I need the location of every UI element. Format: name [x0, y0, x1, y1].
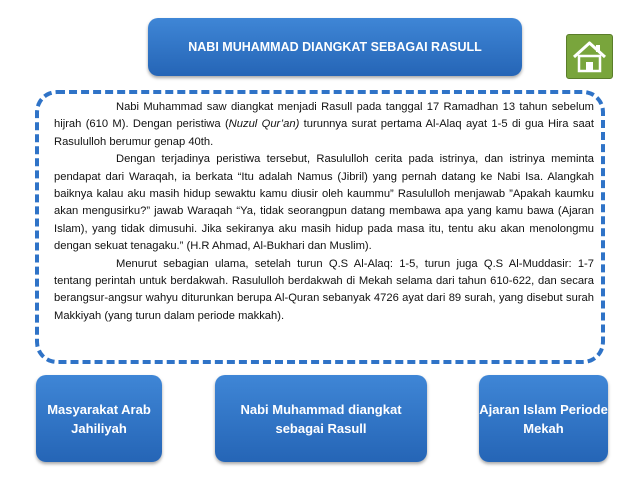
paragraph-1-text: Nabi Muhammad saw diangkat menjadi Rasull pada tanggal 17 Ramadhan 13 tahun sebelum hijrah (610 M). Dengan peristiwa (	[54, 101, 594, 131]
title-button[interactable]	[148, 18, 522, 76]
nav-label: Masyarakat Arab Jahiliyah	[47, 401, 151, 436]
home-button[interactable]	[566, 34, 613, 79]
title-label: NABI MUHAMMAD DIANGKAT SEBAGAI RASULL	[188, 40, 482, 54]
paragraph-1-italic: Nuzul Qur’an)	[228, 118, 300, 131]
content-text	[54, 99, 594, 325]
nav-button-ajaran-islam[interactable]	[479, 375, 608, 462]
paragraph-1-rest: turunnya surat pertama Al-Alaq ayat 1-5 di gua Hira saat Rasululloh berumur genap 40th.	[54, 118, 594, 148]
paragraph-3	[54, 256, 594, 326]
paragraph-2	[54, 151, 594, 255]
paragraph-1	[54, 99, 594, 151]
paragraph-2-text: Dengan terjadinya peristiwa tersebut, Rasululloh cerita pada istrinya, dan istrinya meminta pendapat dari Waraqah, ia berkata “Itu adalah Namus (Jibril) yang pernah datang ke Nabi Isa. Alangkah baiknya kalau aku masih hidup sewaktu kamu diusir oleh kaummu” Rasululloh menjawab ”Apakah kaumku akan mengusirku?” jawab Waraqah “Ya, tidak seorangpun datang membawa apa yang kamu bawa (Ajaran Islam), yang tidak dimusuhi. Jika sekiranya aku masih hidup pada masa itu, tentu aku akan menolongmu dengan sekuat tenagaku.” (H.R Ahmad, Al-Bukhari dan Muslim).	[54, 153, 594, 253]
home-icon	[567, 35, 612, 78]
nav-label: Nabi Muhammad diangkat sebagai Rasull	[240, 401, 402, 436]
nav-label: Ajaran Islam Periode Mekah	[479, 401, 608, 436]
nav-button-nabi-muhammad[interactable]	[215, 375, 427, 462]
paragraph-3-text: Menurut sebagian ulama, setelah turun Q.S Al-Alaq: 1-5, turun juga Q.S Al-Muddasir: 1-7 tentang perintah untuk berdakwah. Rasululloh berdakwah di Mekah selama dari tahun 610-622, dan secara berangsur-angsur wahyu diturunkan berupa Al-Quran sebanyak 4726 ayat dari 89 surah, yang disebut surah Makkiyah (yang turun dalam periode makkah).	[54, 257, 594, 322]
nav-button-masyarakat-arab[interactable]	[36, 375, 162, 462]
